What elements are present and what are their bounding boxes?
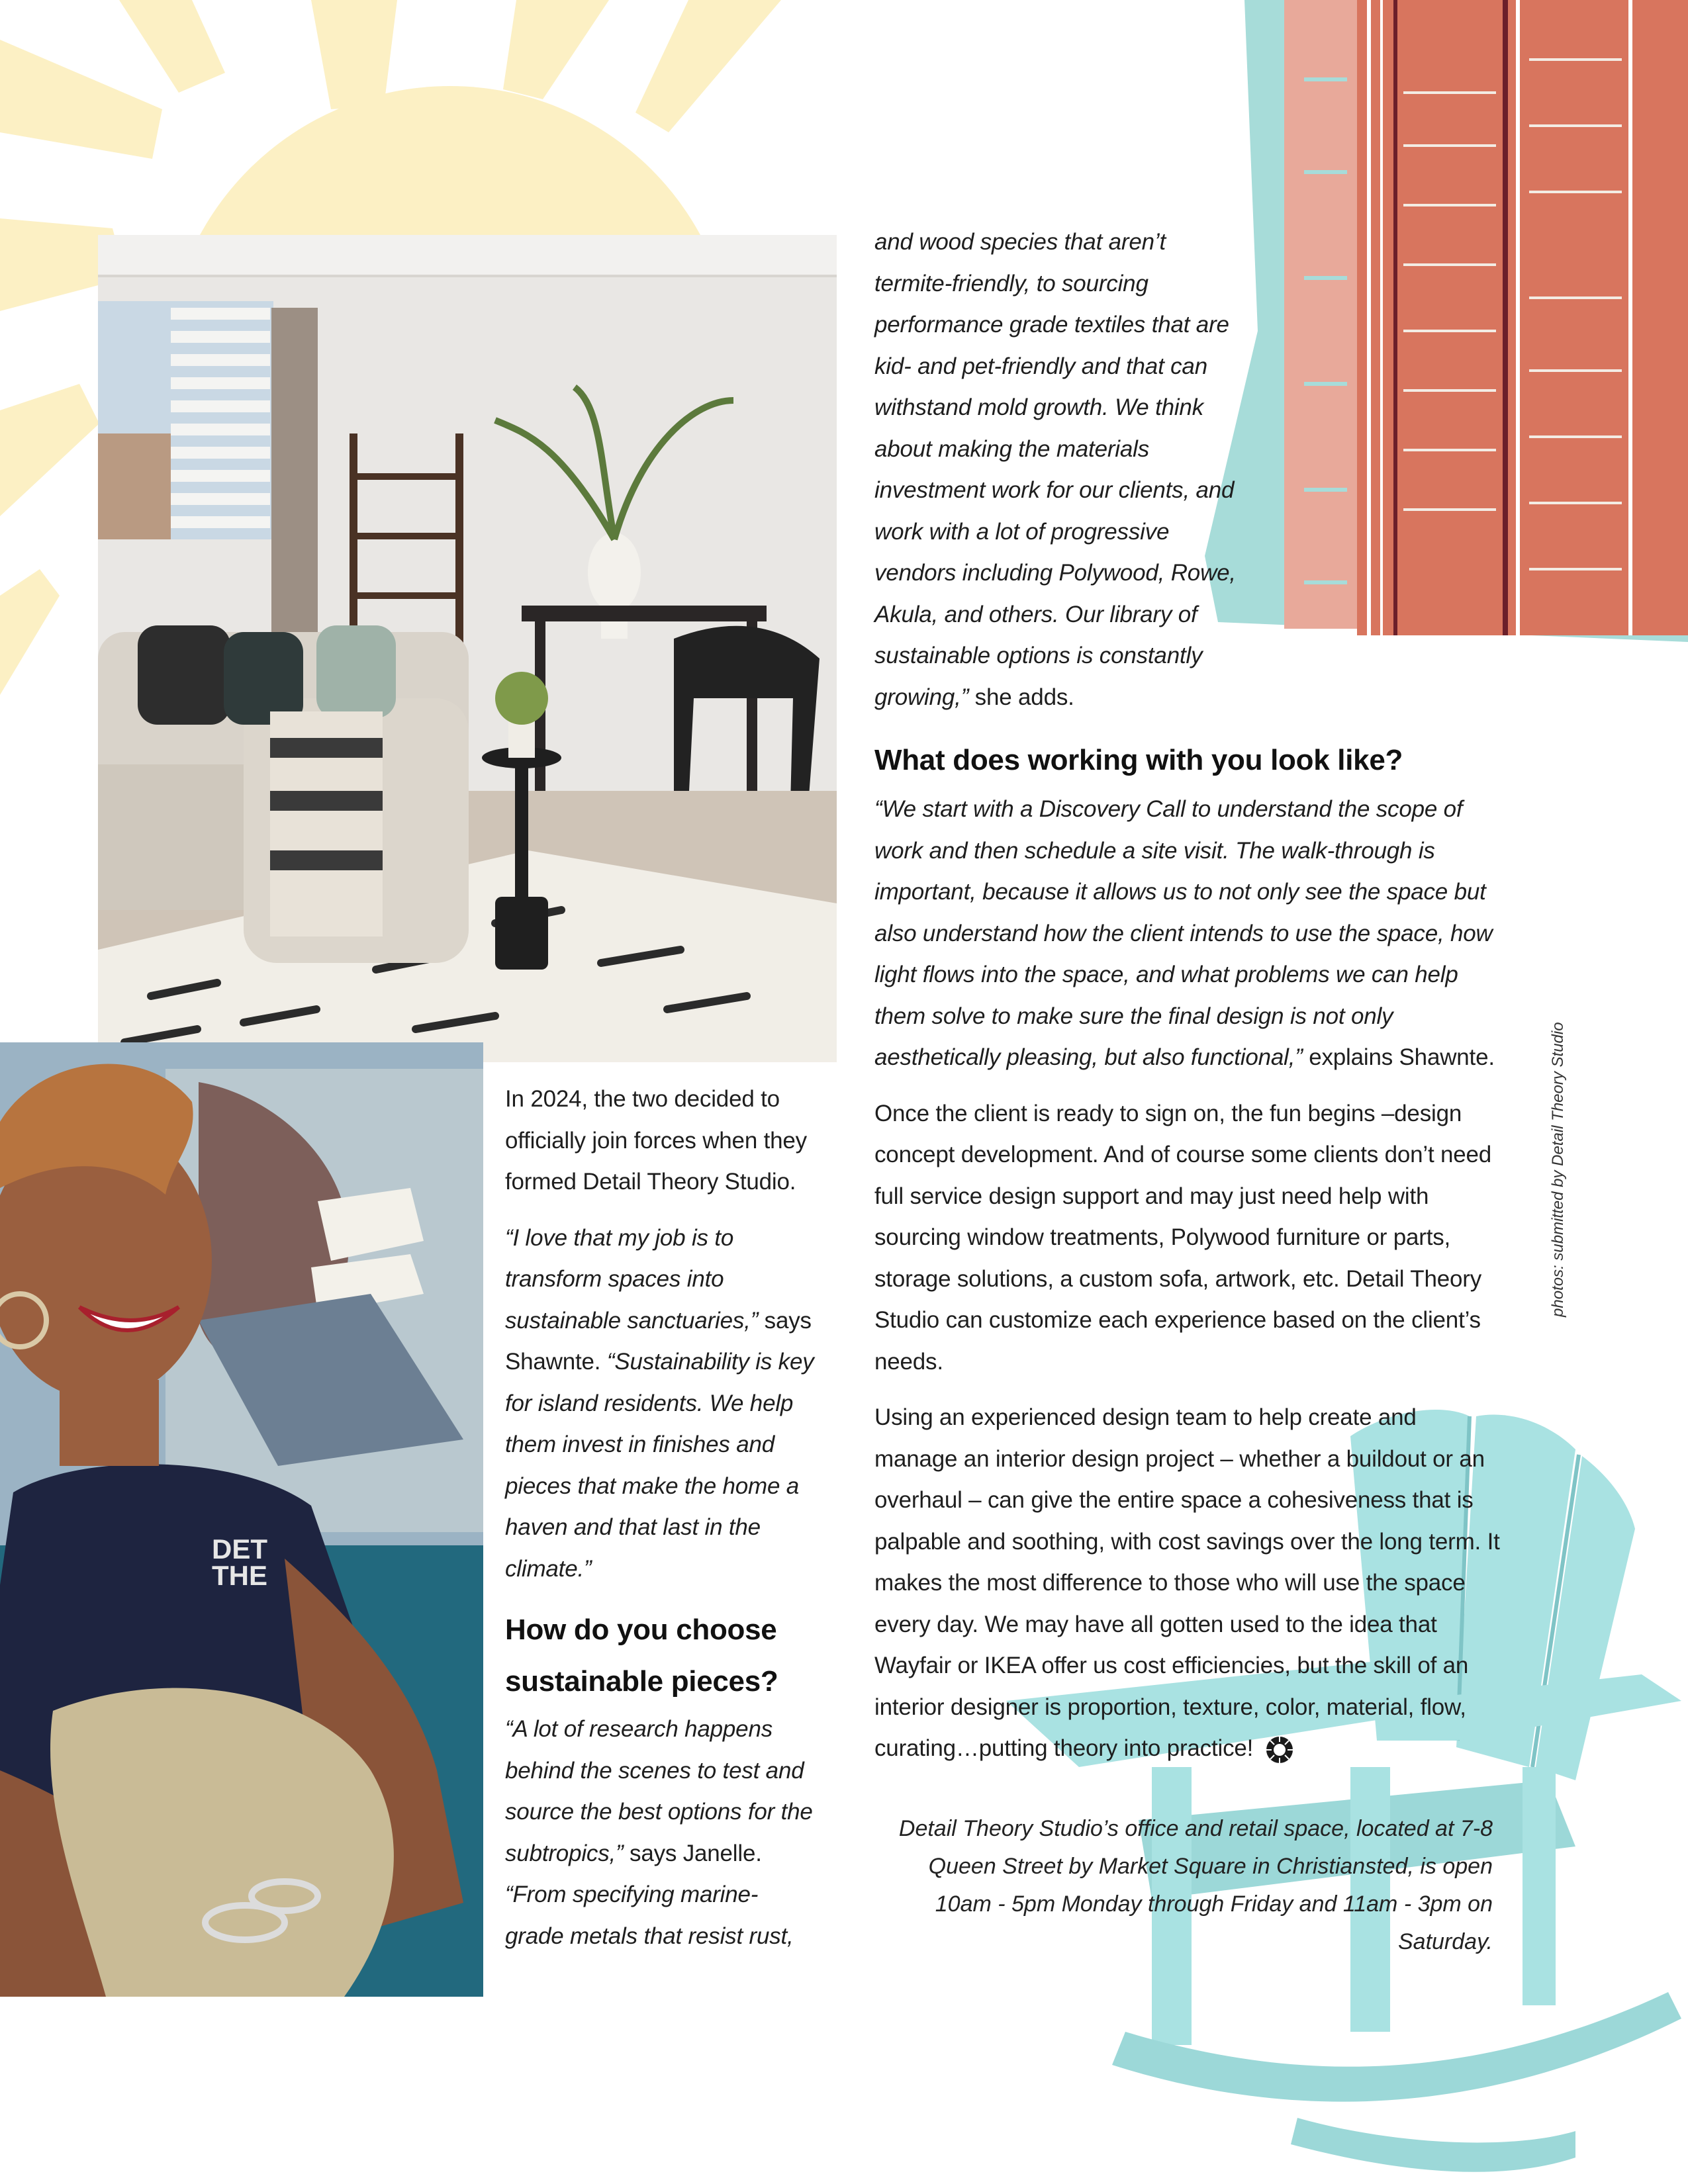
quote-part-3: “A lot of research happens behind the scenes to test and source the best options for the subtropics,”: [505, 1716, 813, 1866]
woven-pillow-photo: [1205, 0, 1688, 668]
studio-caption: Detail Theory Studio’s office and retail space, located at 7-8 Queen Street by Market Square in Christiansted, is open 10am - 5pm Monday through Friday and 11am - 3pm on Saturday.: [898, 1816, 1493, 1954]
team-paragraph: [874, 1397, 1503, 1770]
attribution-shawnte: says Shawnte.: [505, 1307, 812, 1375]
living-room-photo: [98, 235, 837, 1062]
heading-choose-sustainable: How do you choose sustainable pieces?: [505, 1614, 778, 1698]
continued-quote: [874, 222, 1242, 718]
attribution-adds: she adds.: [968, 684, 1074, 710]
quote-part-4: “From specifying marine-grade metals that resist rust,: [505, 1882, 794, 1949]
sun-end-mark-icon: [1265, 1735, 1294, 1764]
continued-quote-text: and wood species that aren’t termite-friendly, to sourcing performance grade textiles that are kid- and pet-friendly and that can withstand mold growth. We think about making the materials investment work for our clients, and work with a lot of progressive vendors including Polywood, Rowe, Akula, and others. Our library of sustainable options is constantly growing,”: [874, 229, 1236, 710]
shirt-logo-line2: THE: [212, 1560, 267, 1591]
team-paragraph-text: Using an experienced design team to help create and manage an interior design project – whether a buildout or an overhaul – can give the entire space a cohesiveness that is palpable and soothing, with cost savings over the long term. It makes the most difference to those who will use the space every day. We may have all gotten used to the idea that Wayfair or IKEA offer us cost efficiencies, but the skill of an interior designer is proportion, texture, color, material, flow, curating…putting theory into practice!: [874, 1404, 1500, 1761]
right-top-column: [874, 222, 1242, 718]
quote-part-1: “I love that my job is to transform spaces into sustainable sanctuaries,”: [505, 1224, 759, 1334]
shawnte-quote: [505, 1218, 816, 1590]
working-quote: “We start with a Discovery Call to understand the scope of work and then schedule a site visit. The walk-through is important, because it allows us to not only see the space but also understand how the client intends to use the space, how light flows into the space, and what problems we can help them solve to make sure the final design is not only aesthetically pleasing, but also functional,”: [874, 796, 1493, 1070]
working-paragraph: [874, 789, 1503, 1079]
client-paragraph: Once the client is ready to sign on, the fun begins –design concept development. And of course some clients don’t need full service design support and may just need help with sourcing window treatments, Polywood furniture or parts, storage solutions, a custom sofa, artwork, etc. Detail Theory Studio can customize each experience based on the client’s needs.: [874, 1100, 1492, 1375]
right-main-column: [874, 735, 1503, 1770]
heading-working-with-you: What does working with you look like?: [874, 744, 1403, 776]
shirt-logo-line1: DET: [212, 1533, 267, 1565]
photo-credit: photos: submitted by Detail Theory Studio: [1549, 1022, 1567, 1317]
quote-part-2: “Sustainability is key for island residents. We help them invest in finishes and pieces that make the home a haven and that last in the climate.”: [505, 1349, 814, 1582]
attribution-explains: explains Shawnte.: [1302, 1044, 1495, 1070]
intro-paragraph: In 2024, the two decided to officially join forces when they formed Detail Theory Studio.: [505, 1086, 807, 1195]
left-column: [505, 1079, 816, 1957]
janelle-quote: [505, 1709, 816, 1957]
attribution-janelle: says Janelle.: [623, 1840, 762, 1866]
designer-portrait-photo: [0, 1042, 483, 1997]
